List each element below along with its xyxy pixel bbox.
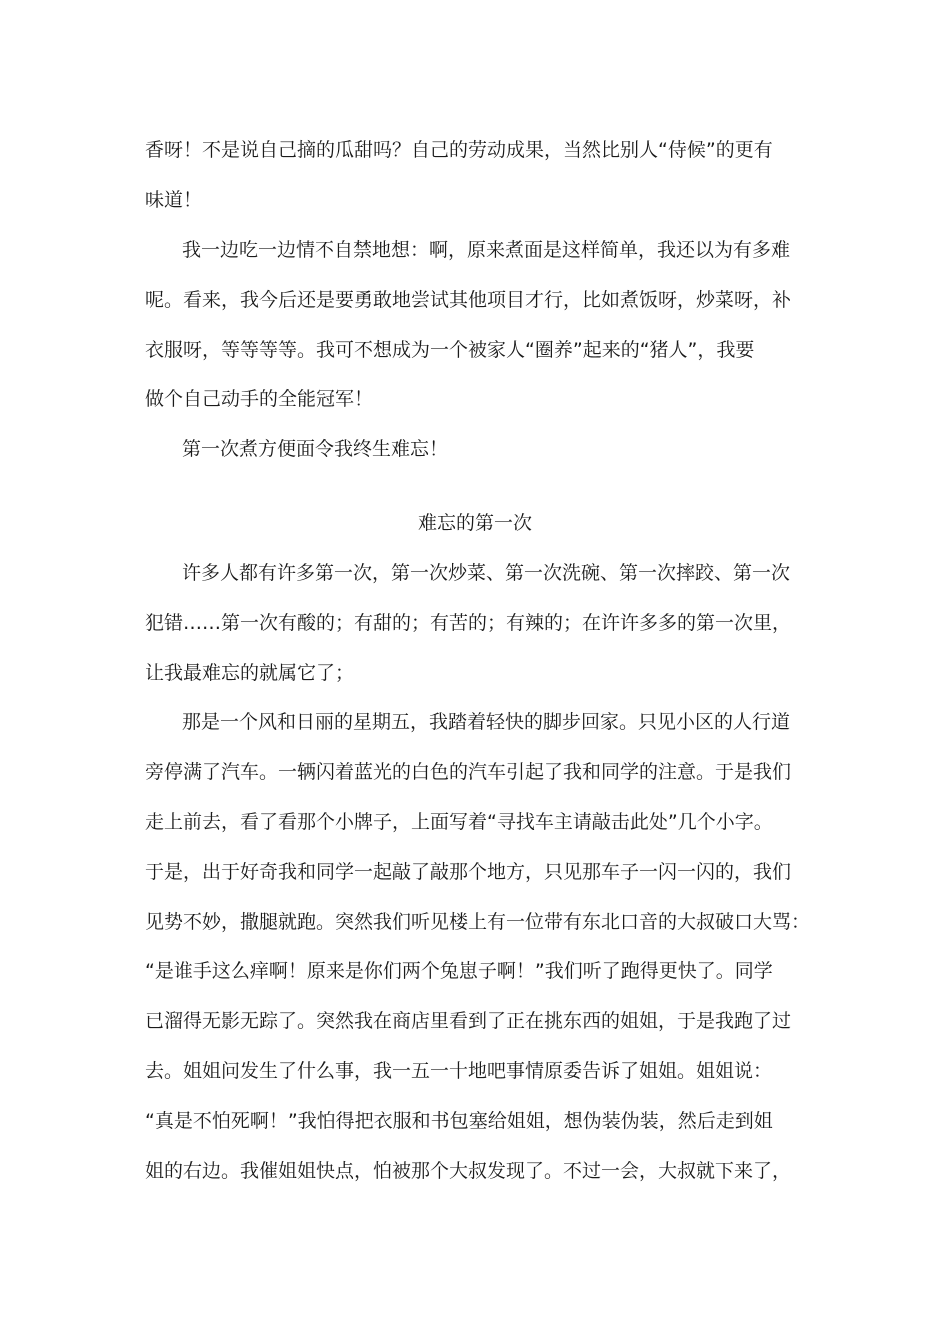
paragraph-line: 犯错……第一次有酸的；有甜的；有苦的；有辣的；在许许多多的第一次里， — [145, 612, 792, 634]
paragraph-line: 许多人都有许多第一次，第一次炒菜、第一次洗碗、第一次摔跤、第一次 — [182, 562, 791, 584]
paragraph-line: 香呀！不是说自己摘的瓜甜吗？自己的劳动成果，当然比别人“侍候”的更有 — [145, 139, 773, 161]
paragraph-line: 去。姐姐问发生了什么事，我一五一十地吧事情原委告诉了姐姐。姐姐说： — [145, 1060, 773, 1082]
paragraph-line: 见势不妙，撒腿就跑。突然我们听见楼上有一位带有东北口音的大叔破口大骂： — [145, 911, 811, 933]
paragraph-line: 那是一个风和日丽的星期五，我踏着轻快的脚步回家。只见小区的人行道 — [182, 711, 791, 733]
paragraph-line: 于是，出于好奇我和同学一起敲了敲那个地方，只见那车子一闪一闪的，我们 — [145, 861, 792, 883]
paragraph-line: 味道！ — [145, 189, 203, 211]
paragraph-line: 让我最难忘的就属它了； — [145, 662, 355, 684]
paragraph-line: 已溜得无影无踪了。突然我在商店里看到了正在挑东西的姐姐，于是我跑了过 — [145, 1010, 792, 1032]
essay-title: 难忘的第一次 — [417, 512, 532, 534]
paragraph-line: 走上前去，看了看那个小牌子，上面写着“寻找车主请敲击此处”几个小字。 — [145, 811, 773, 833]
paragraph-line: “真是不怕死啊！”我怕得把衣服和书包塞给姐姐，想伪装伪装，然后走到姐 — [145, 1110, 773, 1132]
paragraph-line: “是谁手这么痒啊！原来是你们两个兔崽子啊！”我们听了跑得更快了。同学 — [145, 960, 773, 982]
paragraph-line: 旁停满了汽车。一辆闪着蓝光的白色的汽车引起了我和同学的注意。于是我们 — [145, 761, 792, 783]
paragraph-line: 姐的右边。我催姐姐快点，怕被那个大叔发现了。不过一会，大叔就下来了， — [145, 1160, 792, 1182]
paragraph-line: 我一边吃一边情不自禁地想：啊，原来煮面是这样简单，我还以为有多难 — [182, 239, 791, 261]
paragraph-line: 做个自己动手的全能冠军！ — [145, 388, 374, 410]
paragraph-line: 第一次煮方便面令我终生难忘！ — [182, 438, 449, 460]
paragraph-line: 呢。看来，我今后还是要勇敢地尝试其他项目才行，比如煮饭呀，炒菜呀，补 — [145, 289, 792, 311]
paragraph-line: 衣服呀，等等等等。我可不想成为一个被家人“圈养”起来的“猪人”，我要 — [145, 339, 755, 361]
